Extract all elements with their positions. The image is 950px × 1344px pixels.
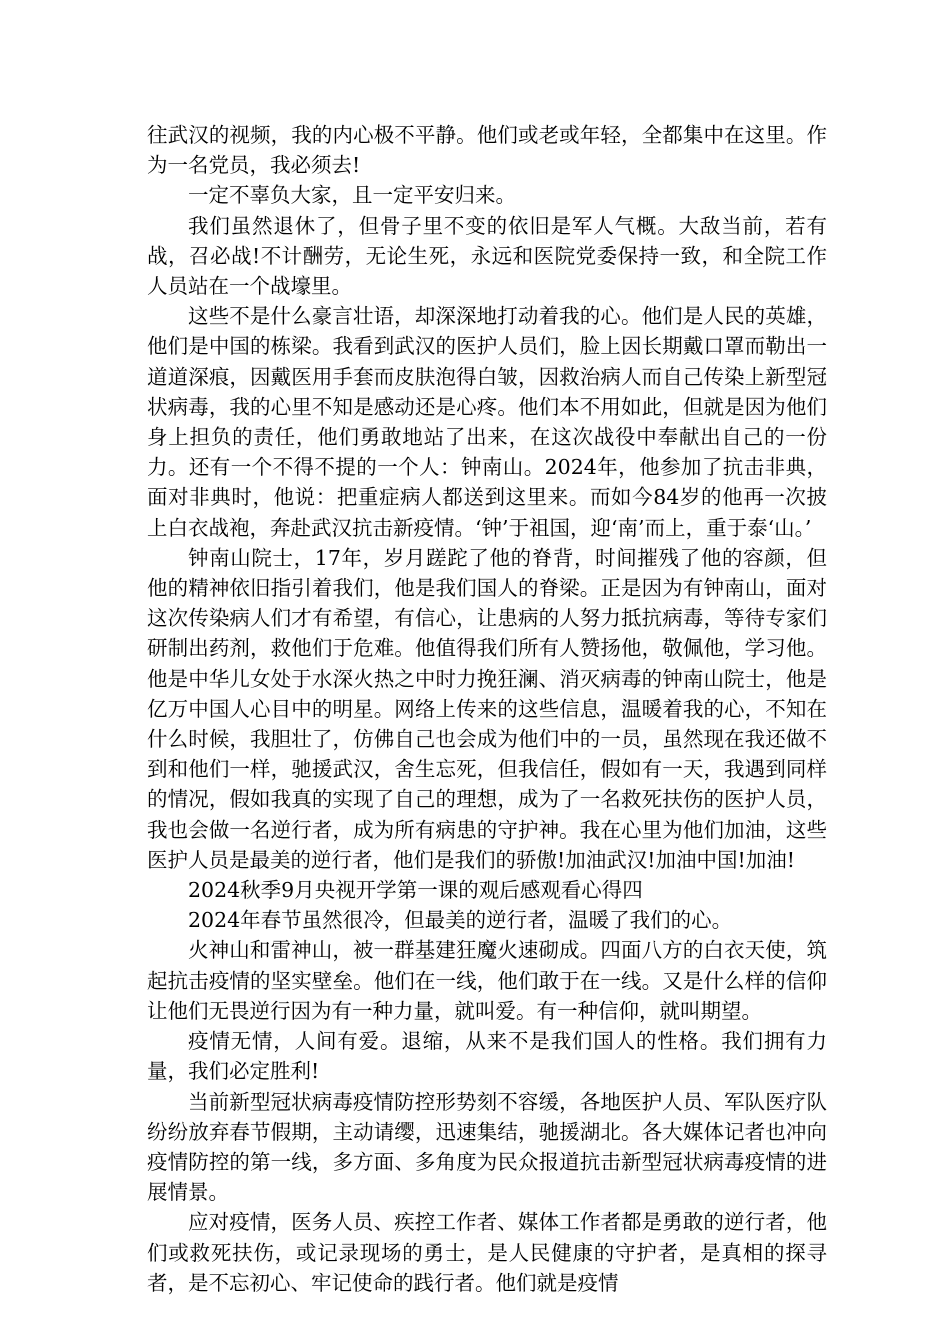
document-page (147, 120, 827, 1298)
paragraph: 疫情无情，人间有爱。退缩，从来不是我们国人的性格。我们拥有力量，我们必定胜利! (147, 1029, 827, 1084)
paragraph: 火神山和雷神山，被一群基建狂魔火速砌成。四面八方的白衣天使，筑起抗击疫情的坚实壁垒。他们在一线，他们敢于在一线。又是什么样的信仰让他们无畏逆行因为有一种力量，就叫爱。有一种信仰，就叫期望。 (147, 938, 827, 1023)
paragraph: 当前新型冠状病毒疫情防控形势刻不容缓，各地医护人员、军队医疗队纷纷放弃春节假期，主动请缨，迅速集结，驰援湖北。各大媒体记者也冲向疫情防控的第一线，多方面、多角度为民众报道抗击新型冠状病毒疫情的进展情景。 (147, 1089, 827, 1205)
paragraph: 这些不是什么豪言壮语，却深深地打动着我的心。他们是人民的英雄，他们是中国的栋梁。我看到武汉的医护人员们，脸上因长期戴口罩而勒出一道道深痕，因戴医用手套而皮肤泡得白皱，因救治病人而自己传染上新型冠状病毒，我的心里不知是感动还是心疼。他们本不用如此，但就是因为他们身上担负的责任，他们勇敢地站了出来，在这次战役中奉献出自己的一份力。还有一个不得不提的一个人：钟南山。2024年，他参加了抗击非典，面对非典时，他说：把重症病人都送到这里来。而如今84岁的他再一次披上白衣战袍，奔赴武汉抗击新疫情。‘钟’于祖国，迎‘南’而上，重于泰‘山。’ (147, 304, 827, 540)
section-heading: 2024秋季9月央视开学第一课的观后感观看心得四 (188, 878, 643, 903)
paragraph: 一定不辜负大家，且一定平安归来。 (188, 183, 516, 208)
paragraph: 我们虽然退休了，但骨子里不变的依旧是军人气概。大敌当前，若有战，召必战!不计酬劳，无论生死，永远和医院党委保持一致，和全院工作人员站在一个战壕里。 (147, 213, 827, 299)
paragraph: 应对疫情，医务人员、疾控工作者、媒体工作者都是勇敢的逆行者，他们或救死扶伤，或记录现场的勇士，是人民健康的守护者，是真相的探寻者，是不忘初心、牢记使命的践行者。他们就是疫情 (147, 1210, 827, 1295)
paragraph-continued: 往武汉的视频，我的内心极不平静。他们或老或年轻，全都集中在这里。作为一名党员，我必须去! (147, 123, 827, 178)
paragraph: 2024年春节虽然很冷，但最美的逆行者，温暖了我们的心。 (188, 908, 733, 933)
paragraph: 钟南山院士，17年，岁月蹉跎了他的脊背，时间摧残了他的容颜，但他的精神依旧指引着我们，他是我们国人的脊梁。正是因为有钟南山，面对这次传染病人们才有希望，有信心，让患病的人努力抵抗病毒，等待专家们研制出药剂，救他们于危难。他值得我们所有人赞扬他，敬佩他，学习他。他是中华儿女处于水深火热之中时力挽狂澜、消灭病毒的钟南山院士，他是亿万中国人心目中的明星。网络上传来的这些信息，温暖着我的心，不知在什么时候，我胆壮了，仿佛自己也会成为他们中的一员，虽然现在我还做不到和他们一样，驰援武汉，舍生忘死，但我信任，假如有一天，我遇到同样的情况，假如我真的实现了自己的理想，成为了一名救死扶伤的医护人员，我也会做一名逆行者，成为所有病患的守护神。我在心里为他们加油，这些医护人员是最美的逆行者，他们是我们的骄傲!加油武汉!加油中国!加油! (147, 545, 827, 872)
